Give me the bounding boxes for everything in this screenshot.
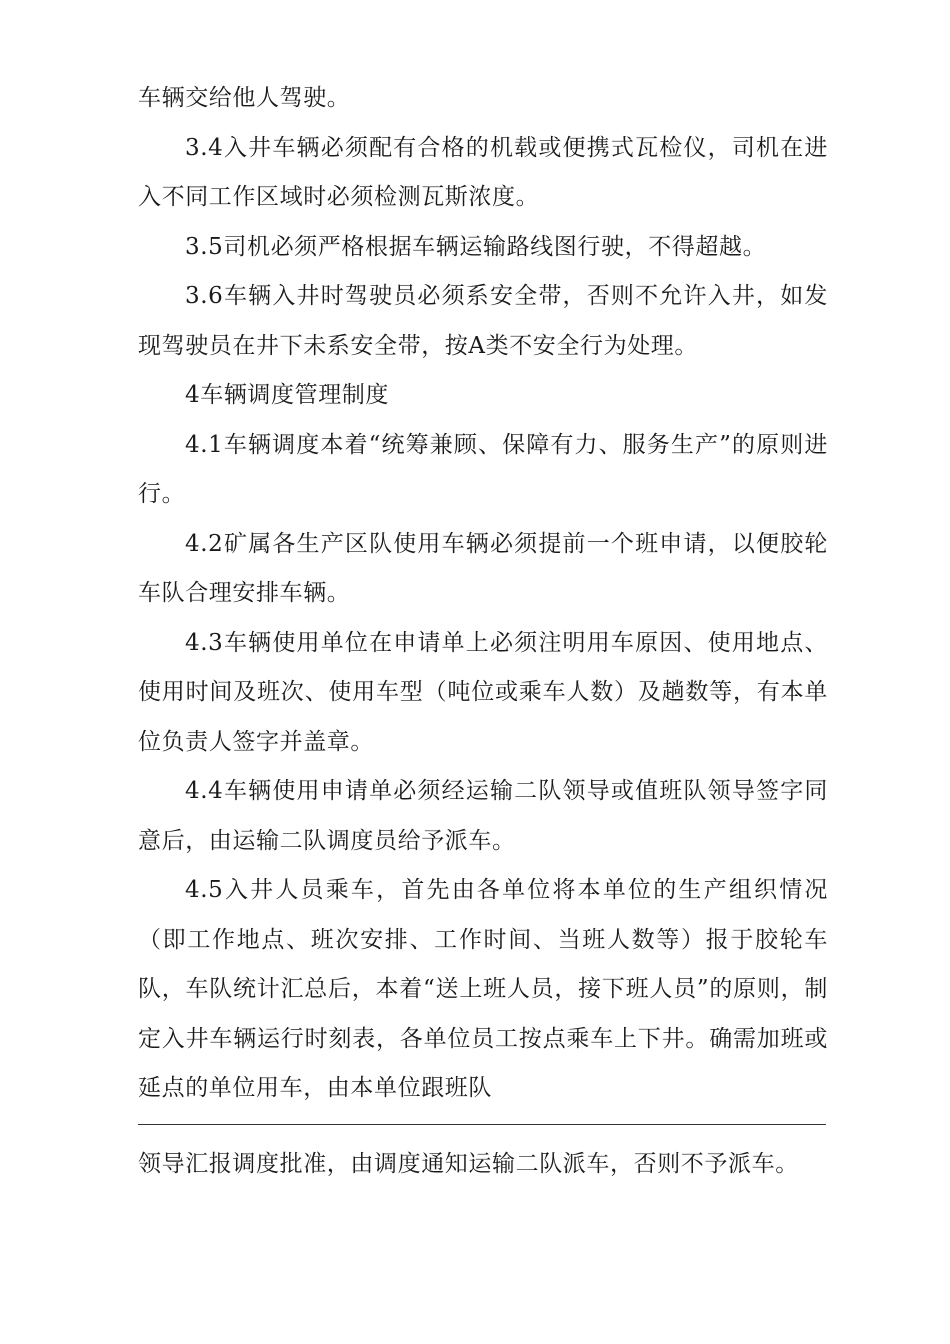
paragraph-continuation: 车辆交给他人驾驶。 [138, 85, 351, 111]
paragraph-continuation-after-divider: 领导汇报调度批准，由调度通知运输二队派车，否则不予派车。 [138, 1151, 799, 1177]
document-body [138, 74, 828, 1114]
paragraph-4-2: 4.2矿属各生产区队使用车辆必须提前一个班申请，以便胶轮车队合理安排车辆。 [138, 530, 828, 606]
paragraph-3-5: 3.5司机必须严格根据车辆运输路线图行驶，不得超越。 [185, 233, 767, 260]
section-heading-4: 4车辆调度管理制度 [185, 382, 390, 408]
paragraph-4-3: 4.3车辆使用单位在申请单上必须注明用车原因、使用地点、使用时间及班次、使用车型（吨位或乘车人数）及趟数等，有本单位负责人签字并盖章。 [138, 629, 828, 755]
paragraph-4-4: 4.4车辆使用申请单必须经运输二队领导或值班队领导签字同意后，由运输二队调度员给予派车。 [138, 778, 828, 854]
paragraph-3-6: 3.6车辆入井时驾驶员必须系安全带，否则不允许入井，如发现驾驶员在井下未系安全带，按A类不安全行为处理。 [138, 283, 828, 359]
paragraph-4-5: 4.5入井人员乘车，首先由各单位将本单位的生产组织情况（即工作地点、班次安排、工作时间、当班人数等）报于胶轮车队，车队统计汇总后，本着“送上班人员，接下班人员”的原则，制定入井车辆运行时刻表，各单位员工按点乘车上下井。确需加班或延点的单位用车，由本单位跟班队 [138, 877, 828, 1101]
paragraph-4-1: 4.1车辆调度本着“统筹兼顾、保障有力、服务生产”的原则进行。 [138, 431, 828, 507]
page-divider [138, 1124, 826, 1125]
paragraph-3-4: 3.4入井车辆必须配有合格的机载或便携式瓦检仪，司机在进入不同工作区域时必须检测瓦斯浓度。 [138, 134, 828, 210]
